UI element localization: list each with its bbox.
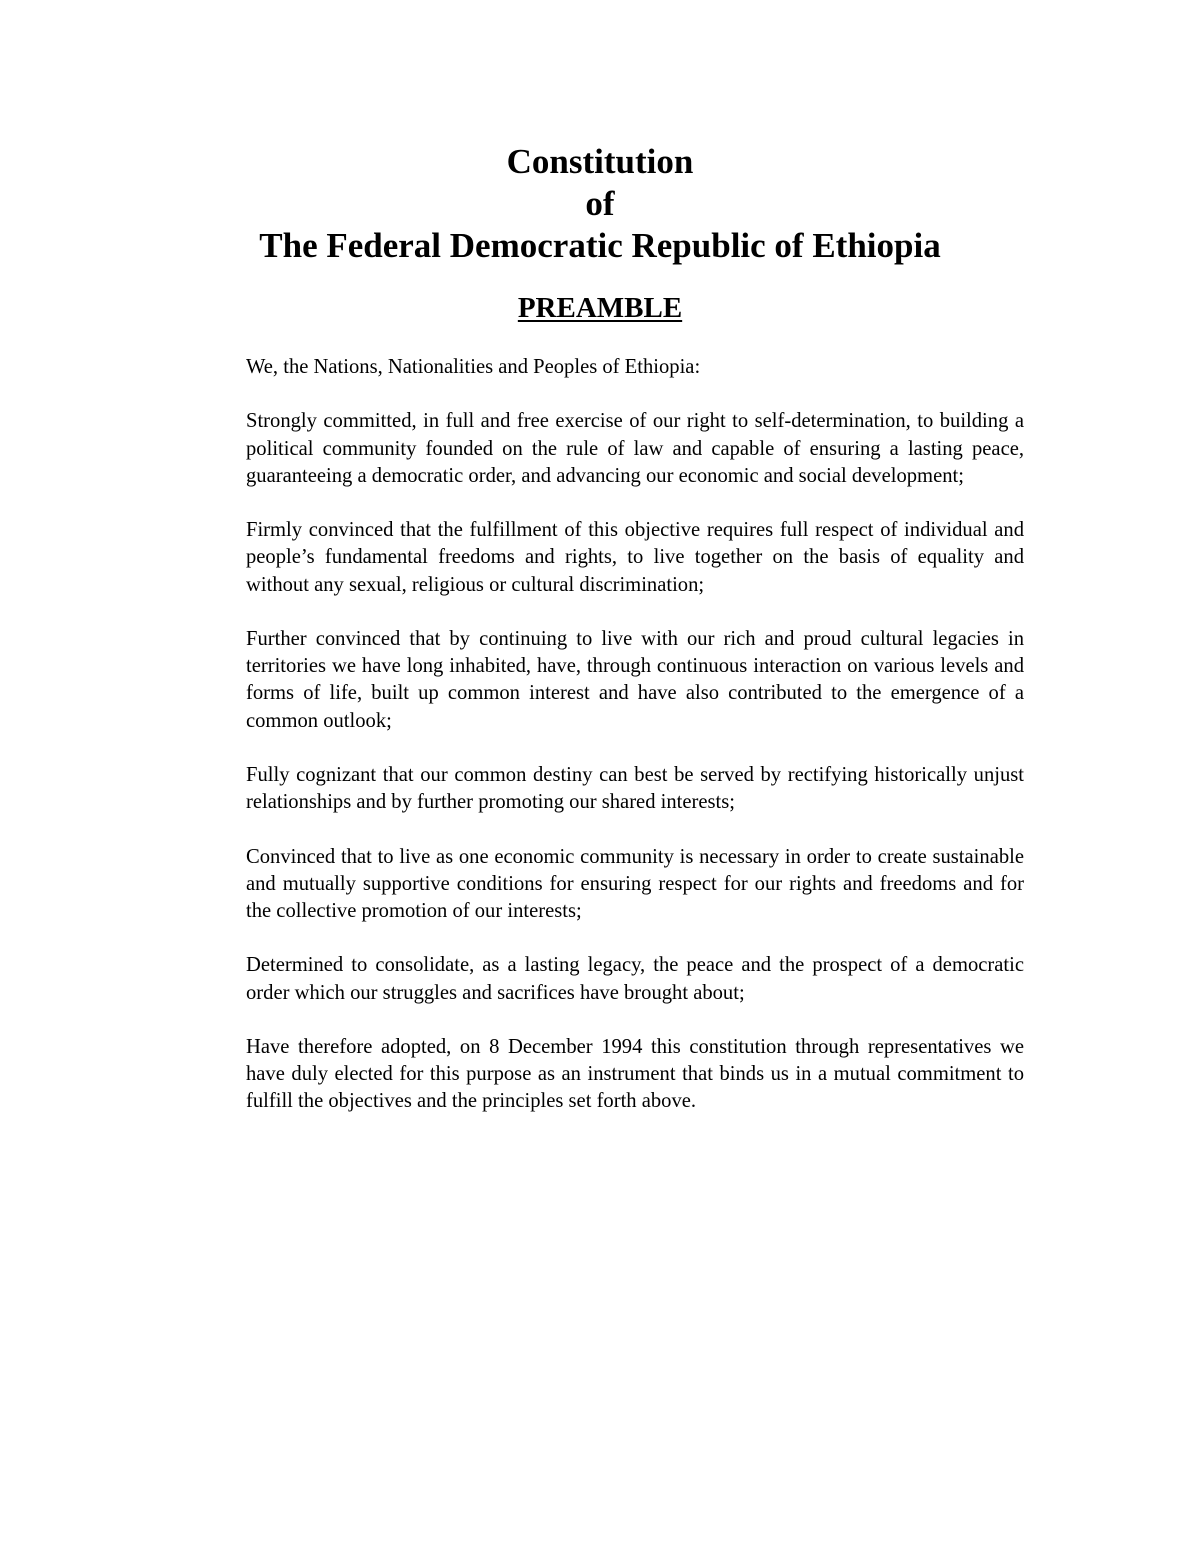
paragraph-convinced: Convinced that to live as one economic community is necessary in order to create sustainable and mutually supportive conditions for ensuring respect for our rights and freedoms and for the collective promotion of our interests;	[246, 845, 1024, 922]
document-title	[0, 141, 1200, 267]
paragraph-strongly-committed: Strongly committed, in full and free exercise of our right to self-determination, to building a political community founded on the rule of law and capable of ensuring a lasting peace, guaranteeing a democratic order, and advancing our economic and social development;	[246, 410, 1024, 487]
preamble-heading: PREAMBLE	[517, 292, 683, 324]
paragraph-further-convinced: Further convinced that by continuing to live with our rich and proud cultural legacies in territories we have long inhabited, have, through continuous interaction on various levels and forms of life, built up common interest and have also contributed to the emergence of a common outlook;	[246, 627, 1024, 732]
paragraph-determined: Determined to consolidate, as a lasting legacy, the peace and the prospect of a democratic order which our struggles and sacrifices have brought about;	[246, 954, 1024, 1004]
title-line-of: of	[585, 184, 615, 223]
preamble-body	[246, 354, 1024, 1116]
paragraph-firmly-convinced: Firmly convinced that the fulfillment of this objective requires full respect of individual and people’s fundamental freedoms and rights, to live together on the basis of equality and without any sexual, religious or cultural discrimination;	[246, 519, 1024, 596]
paragraph-fully-cognizant: Fully cognizant that our common destiny can best be served by rectifying historically unjust relationships and by further promoting our shared interests;	[246, 763, 1024, 814]
paragraph-adopted: Have therefore adopted, on 8 December 1994 this constitution through representatives we have duly elected for this purpose as an instrument that binds us in a mutual commitment to fulfill the objectives and the principles set forth above.	[246, 1035, 1024, 1113]
title-line-republic: The Federal Democratic Republic of Ethiopia	[259, 226, 941, 265]
paragraph-opening: We, the Nations, Nationalities and Peoples of Ethiopia:	[246, 356, 701, 378]
title-line-constitution: Constitution	[506, 142, 694, 181]
